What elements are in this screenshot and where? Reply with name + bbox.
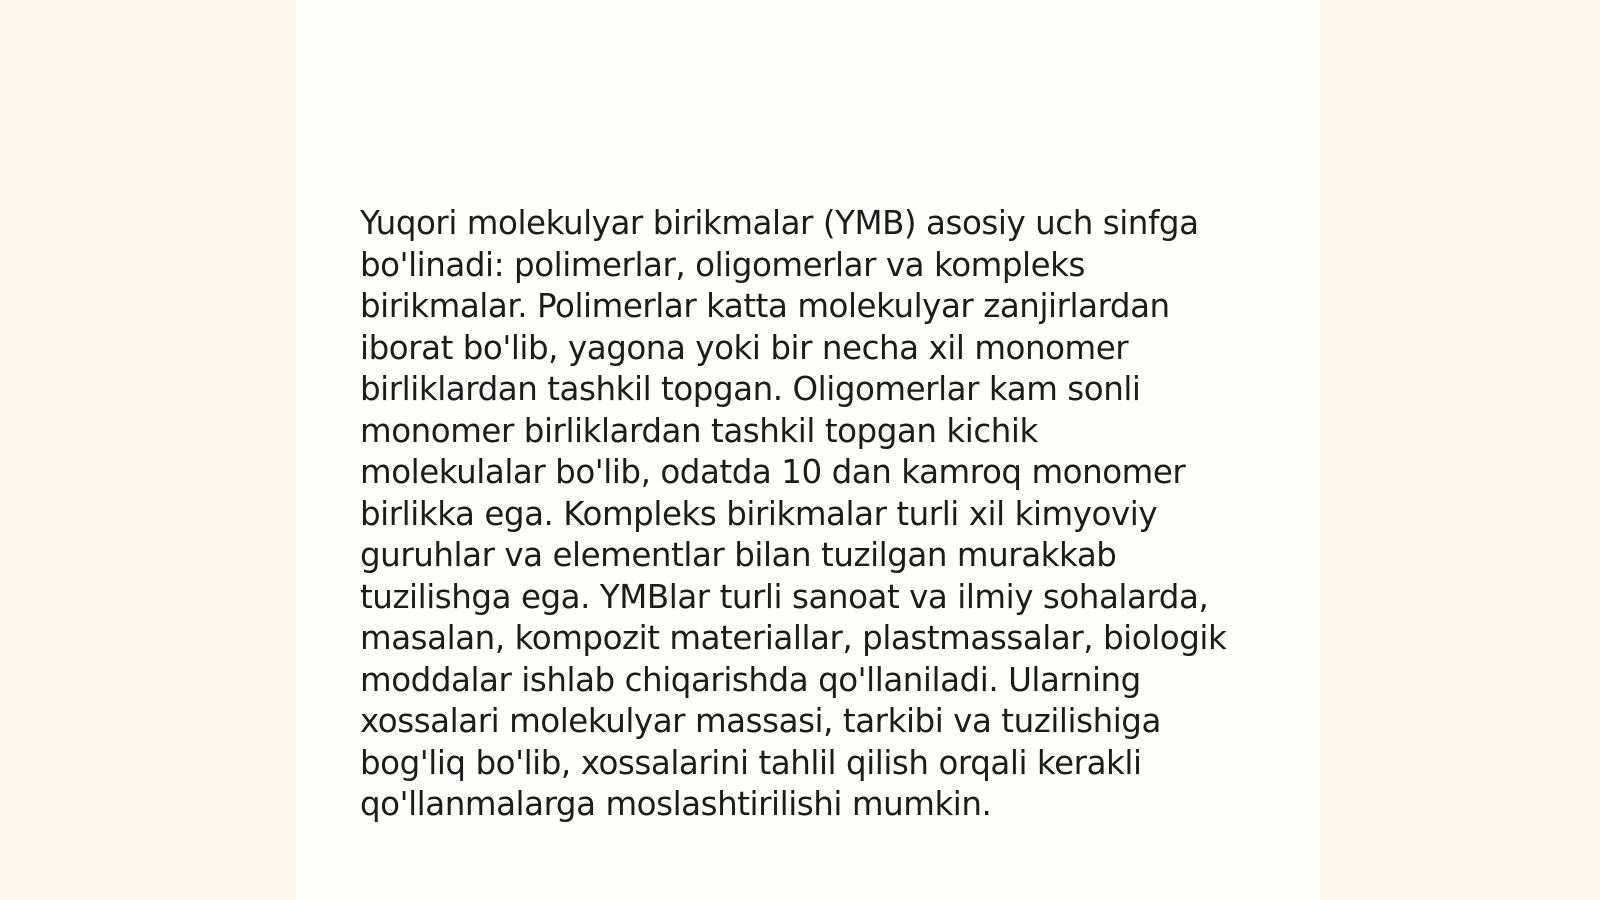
body-paragraph: [360, 203, 1260, 826]
paragraph-line: masalan, kompozit materiallar, plastmassalar, biologik: [360, 619, 1227, 657]
paragraph-line: guruhlar va elementlar bilan tuzilgan murakkab: [360, 536, 1117, 574]
paragraph-line: moddalar ishlab chiqarishda qo'llaniladi. Ularning: [360, 660, 1141, 699]
paragraph-line: xossalari molekulyar massasi, tarkibi va tuzilishiga: [360, 702, 1161, 740]
paragraph-line: tuzilishga ega. YMBlar turli sanoat va ilmiy sohalarda,: [360, 577, 1209, 616]
paragraph-line: iborat bo'lib, yagona yoki bir necha xil monomer: [360, 328, 1129, 367]
slide-content-area: [296, 0, 1320, 900]
paragraph-line: bog'liq bo'lib, xossalarini tahlil qilish orqali kerakli: [360, 743, 1142, 782]
paragraph-line: monomer birliklardan tashkil topgan kichik: [360, 411, 1038, 450]
paragraph-line: bo'linadi: polimerlar, oligomerlar va kompleks: [360, 245, 1086, 284]
paragraph-line: birlikka ega. Kompleks birikmalar turli xil kimyoviy: [360, 494, 1158, 533]
paragraph-line: qo'llanmalarga moslashtirilishi mumkin.: [360, 785, 992, 823]
paragraph-line: molekulalar bo'lib, odatda 10 dan kamroq monomer: [360, 453, 1186, 491]
paragraph-line: birikmalar. Polimerlar katta molekulyar zanjirlardan: [360, 287, 1170, 325]
paragraph-line: birliklardan tashkil topgan. Oligomerlar kam sonli: [360, 370, 1141, 408]
paragraph-line: Yuqori molekulyar birikmalar (YMB) asosiy uch sinfga: [360, 204, 1199, 242]
